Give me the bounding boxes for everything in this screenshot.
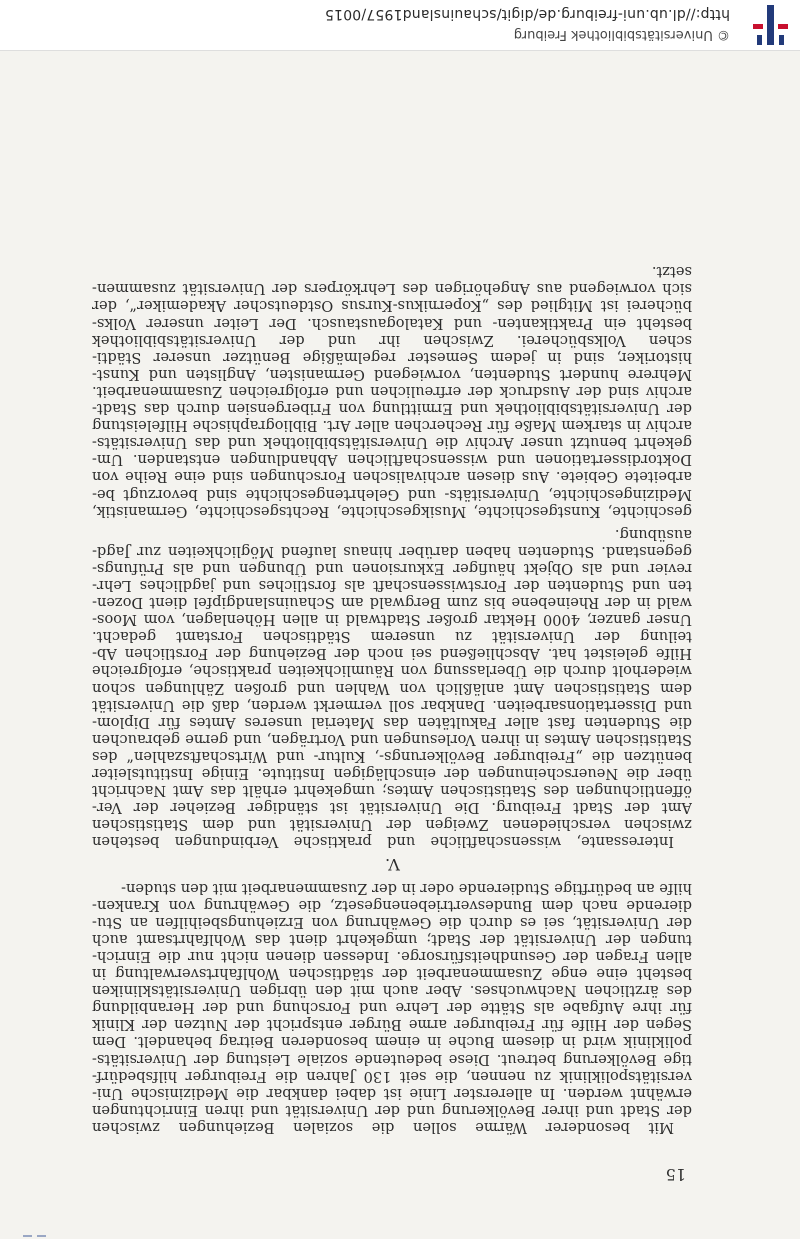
text-line: geschichte, Kunstgeschichte, Musikgeschichte, Rechtsgeschichte, Germanistik, [92, 502, 692, 520]
text-line: dem Statistischen Amt anläßlich von Wahlen und großen Zählungen schon [92, 679, 692, 697]
page-number: 15 [665, 1165, 686, 1184]
text-line: arbeitete Gebiete. Aus diesen archivalischen Forschungen sind eine Reihe von [92, 468, 692, 486]
text-line: besteht eine enge Zusammenarbeit der städtischen Wohlfahrtsverwaltung in [92, 965, 692, 983]
text-line: Interessante, wissenschaftliche und praktische Verbindungen bestehen [92, 833, 674, 851]
text-line: teilung der Universität zu unserem Städtischen Forstamt gedacht. [92, 628, 692, 646]
paragraph-social-relations [92, 880, 692, 1136]
text-line: Statistischen Amtes in ihren Vorlesungen und Vorträgen, und gerne gebrauchen [92, 730, 692, 748]
text-line: historiker, sind in jedem Semester regelmäßige Benützer unserer Städti- [92, 348, 692, 366]
section-heading: V. [384, 855, 400, 875]
text-line: der Universitätsbibliothek und Ermittlung von Fribergensien durch das Stadt- [92, 400, 692, 418]
text-line: gekehrt benutzt unser Archiv die Universitätsbibliothek und das Universitäts- [92, 434, 692, 452]
text-line: benützen die „Freiburger Bevölkerungs-, Kultur- und Wirtschaftszahlen“ des [92, 747, 692, 765]
text-line: poliklinik wird in diesem Buche in einem besonderen Beitrag behandelt. Dem [92, 1033, 692, 1051]
paragraph-statistics-forestry [92, 526, 692, 851]
text-line: tige Bevölkerung betreut. Diese bedeutende soziale Leistung der Universitäts- [92, 1050, 692, 1068]
copyright-notice: © Universitätsbibliothek Freiburg [513, 27, 730, 42]
text-line: des ärztlichen Nachwuchses. Aber auch mit den übrigen Universitätskliniken [92, 982, 692, 1000]
text-line: und Dissertationsarbeiten. Dankbar soll vermerkt werden, daß die Universität [92, 696, 692, 714]
text-line: Mit besonderer Wärme sollen die sozialen Beziehungen zwischen [92, 1118, 674, 1136]
text-line: öffentlichungen des Statistischen Amtes; umgekehrt erhält das Amt Nachricht [92, 782, 692, 800]
text-line: der Stadt und ihrer Bevölkerung und der Universität und ihren Einrichtungen [92, 1101, 692, 1119]
text-line: Hilfe geleistet hat. Abschließend sei noch der Beziehung der Forstlichen Ab- [92, 645, 692, 663]
text-line: Unser ganzer, 4000 Hektar großer Stadtwald in allen Höhenlagen, vom Moos- [92, 611, 692, 629]
text-line: Amt der Stadt Freiburg. Die Universität ist ständiger Bezieher der Ver- [92, 799, 692, 817]
text-line: revier und als Objekt häufiger Exkursionen und Übungen und als Prüfungs- [92, 559, 692, 577]
text-line: wiederholt durch die Überlassung von Räumlichkeiten praktische, erfolgreiche [92, 662, 692, 680]
text-line: Doktordissertationen und wissenschaftlichen Abhandlungen entstanden. Um- [92, 451, 692, 469]
text-line: besteht ein Praktikanten- und Katalogaustausch. Der Leiter unserer Volks- [92, 314, 692, 332]
page-text [92, 257, 692, 1183]
text-line: ten und Studenten der Forstwissenschaft als forstliches und jagdliches Lehr- [92, 577, 692, 594]
text-line: allen Fragen der Gesundheitsfürsorge. Indessen dienen nicht nur die Einrich- [92, 947, 692, 965]
text-line: der Universität, sei es durch die Gewährung von Erziehungsbeihilfen an Stu- [92, 913, 692, 931]
text-line: erwähnt werden. In allererster Linie ist dabei dankbar die Medizinische Uni- [92, 1084, 692, 1102]
text-line: setzt. [651, 263, 692, 281]
text-line: gegenstand. Studenten haben darüber hinaus laufend Möglichkeiten zur Jagd- [92, 542, 692, 560]
text-line: über die Neuerscheinungen der einschlägigen Institute. Einige Institutsleiter [92, 765, 692, 783]
text-line: versitätspoliklinik zu nennen, die seit 130 Jahren die Freiburger hilfsbedürf- [92, 1067, 692, 1085]
top-edge-marks [20, 1233, 46, 1239]
text-line: archiv in starkem Maße für Recherchen aller Art. Bibliographische Hilfeleistung [92, 417, 692, 435]
text-line: ausübung. [614, 525, 692, 543]
university-library-logo [748, 5, 794, 45]
text-line: wald in der Rheinebene bis zum Bergwald am Schauinslandgipfel dient Dozen- [92, 594, 692, 612]
text-line: die Studenten fast aller Fakultäten das Material unseres Amtes für Diplom- [92, 713, 692, 731]
text-line: dierende nach dem Bundesvertriebenengesetz, die Gewährung von Kranken- [92, 896, 692, 914]
text-line: hilfe an bedürftige Studierende oder in der Zusammenarbeit mit den studen- [121, 879, 692, 897]
text-line: Medizingeschichte, Universitäts- und Gelehrtengeschichte sind bevorzugt be- [92, 485, 692, 503]
text-line: bücherei ist Mitglied des „Kopernikus-Kursus Ostdeutscher Akademiker“, der [92, 297, 692, 315]
text-line: für ihre Aufgabe als Stätte der Lehre und Forschung und der Heranbildung [92, 999, 692, 1017]
text-line: archiv sind der Ausdruck der erfreulichen und erfolgreichen Zusammenarbeit. [92, 382, 692, 400]
text-line: Mehrere hundert Studenten, vorwiegend Germanisten, Anglisten und Kunst- [92, 365, 692, 383]
text-line: tungen der Universität der Stadt; umgekehrt dient das Wohlfahrtsamt auch [92, 930, 692, 948]
text-line: schen Volksbücherei. Zwischen ihr und der Universitätsbibliothek [92, 331, 692, 349]
footer-text [325, 4, 730, 44]
text-line: zwischen verschiedenen Zweigen der Universität und dem Statistischen [92, 816, 692, 834]
text-line: sich vorwiegend aus Angehörigen des Lehrkörpers der Universität zusammen- [92, 280, 692, 298]
source-url-link[interactable]: http://dl.ub.uni-freiburg.de/digit/schauinsland1957/0015 [324, 6, 730, 22]
paragraph-archive-library [92, 263, 692, 519]
text-line: Segen der Hilfe für Freiburger arme Bürger entspricht der Nutzen der Klinik [92, 1016, 692, 1034]
